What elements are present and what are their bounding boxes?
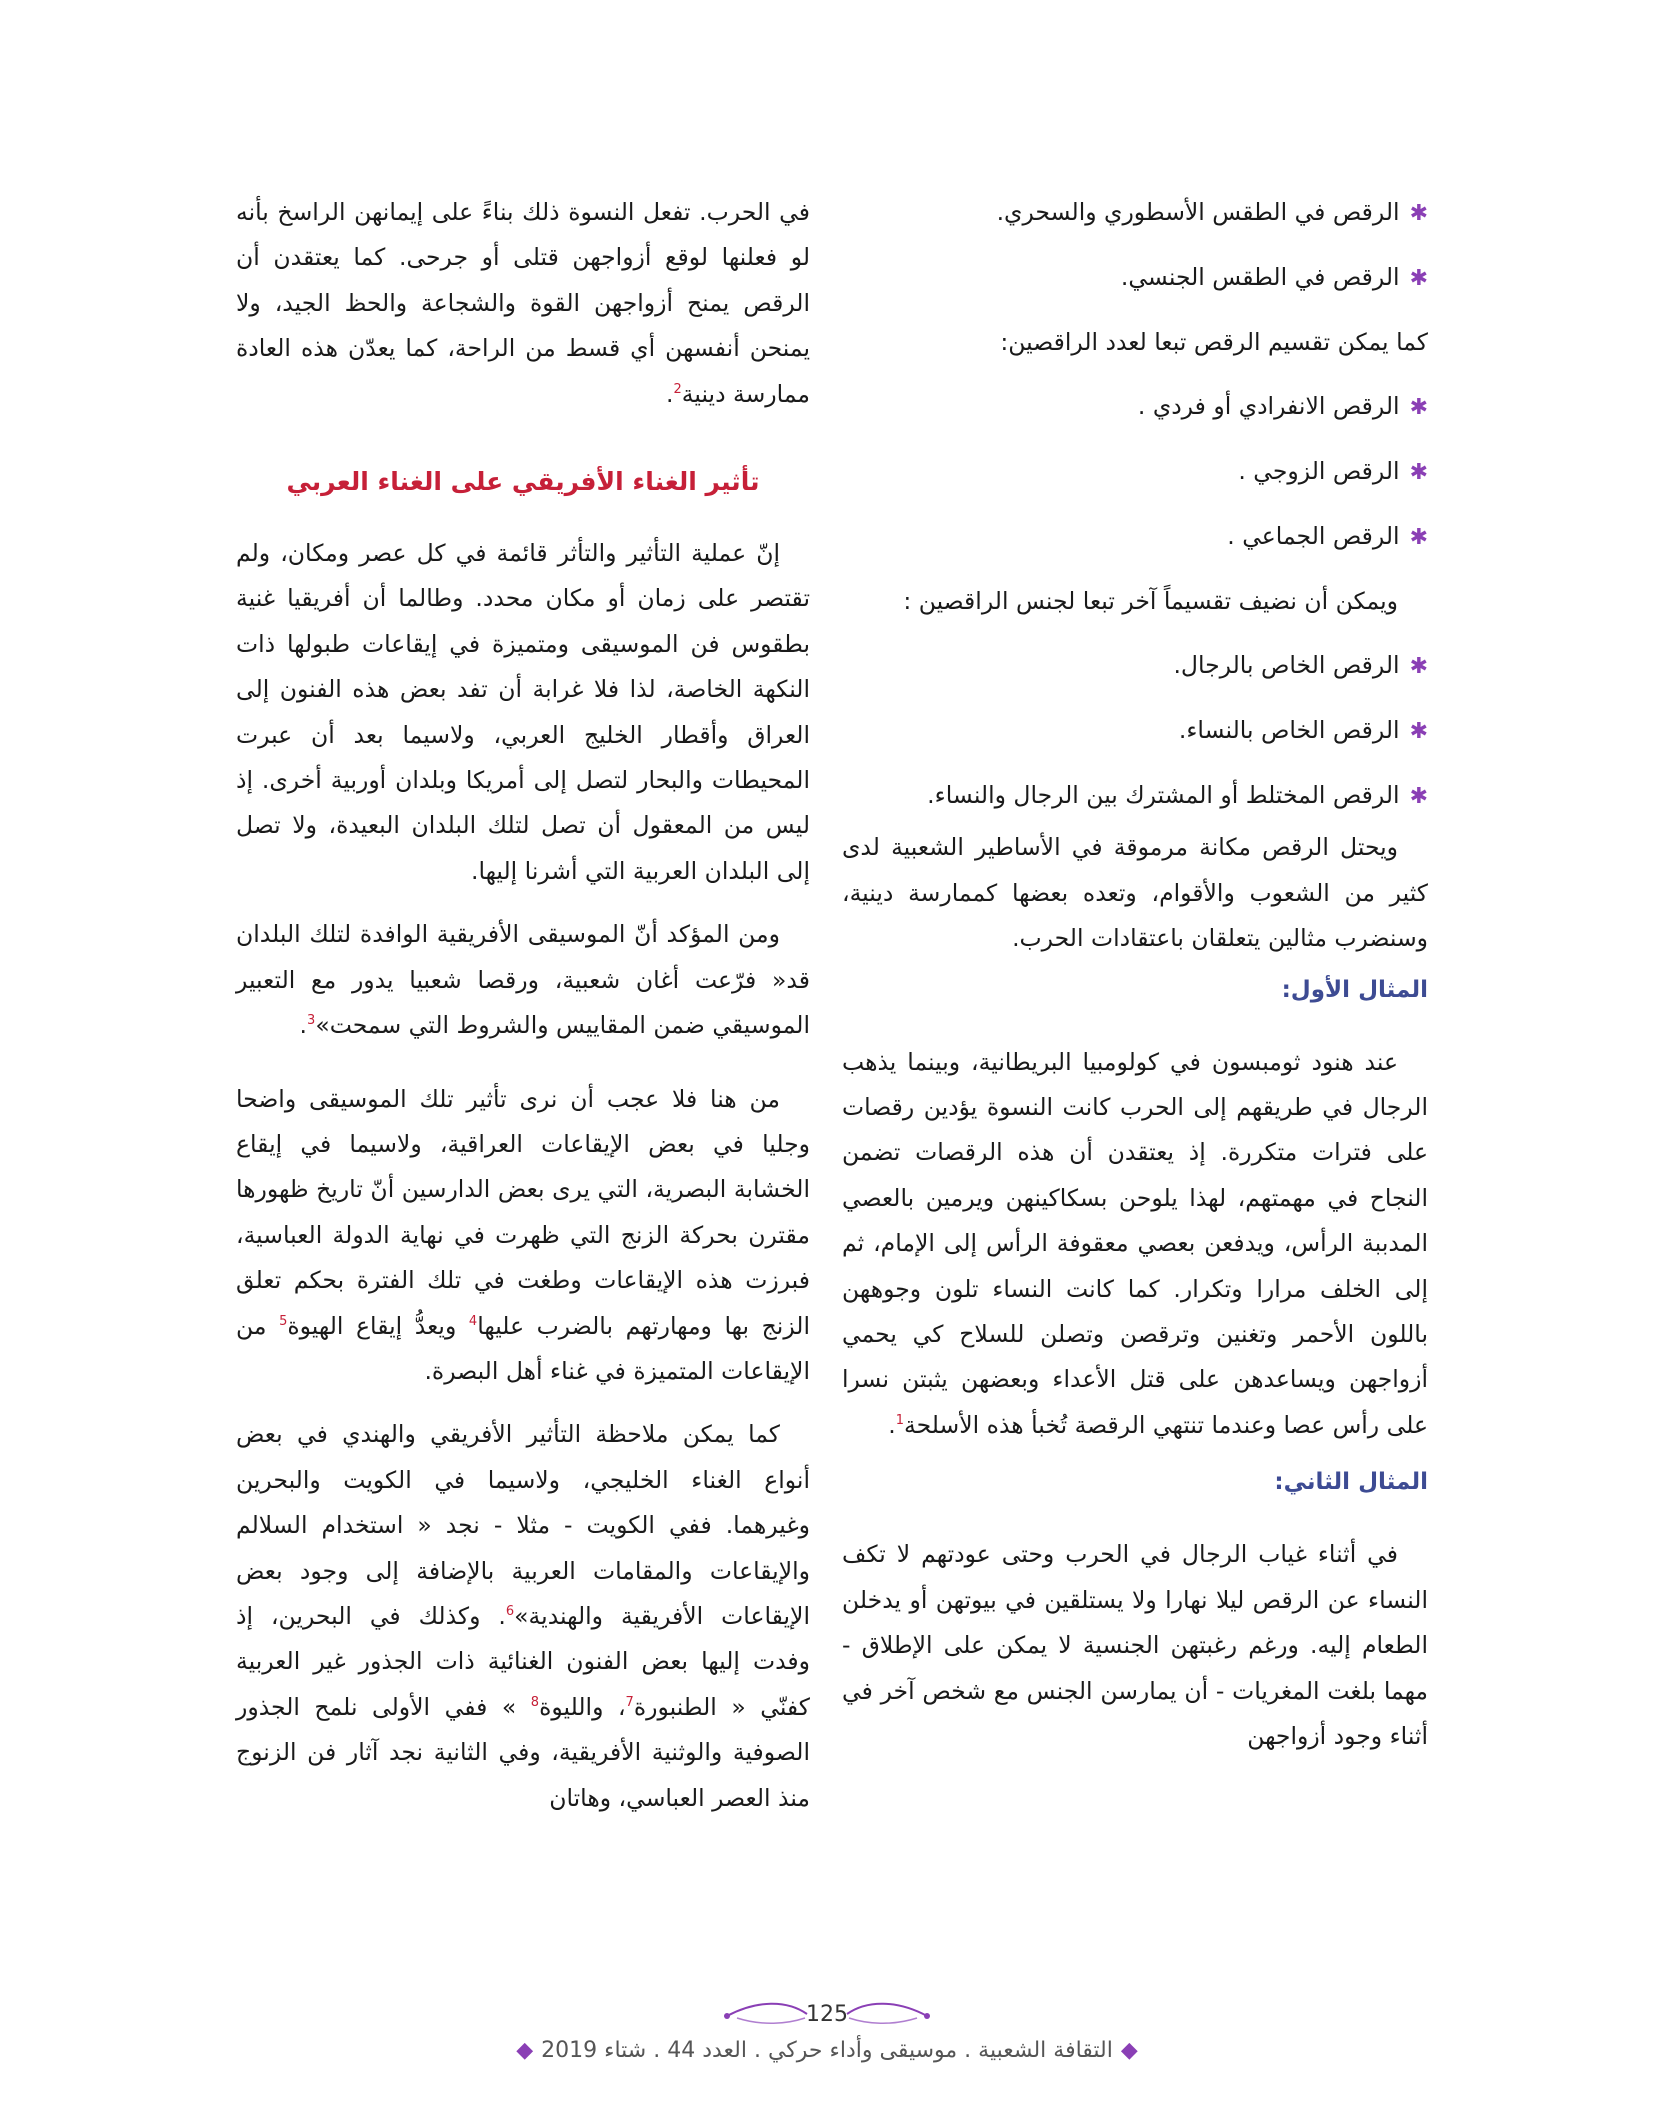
footnote-ref: 1 (895, 1413, 904, 1429)
paragraph-status: ويحتل الرقص مكانة مرموقة في الأساطير الشعبية لدى كثير من الشعوب والأقوام، وتعده بعضها كممارسة دينية، وسنضرب مثالين يتعلقان باعتقادات الحرب. (842, 833, 1428, 953)
journal-line: ◆التقافة الشعبية . موسيقى وأداء حركي . العدد 44 . شتاء 2019◆ (516, 2038, 1138, 2063)
bullet-list-rituals (842, 190, 1428, 301)
star-bullet-icon: ✱ (1409, 201, 1428, 226)
list-item: ✱الرقص الخاص بالرجال. (1173, 651, 1428, 680)
footnote-ref: 3 (307, 1013, 316, 1029)
example-2-title: المثال الثاني: (1274, 1469, 1428, 1496)
intro-gender: ويمكن أن نضيف تقسيماً آخر تبعا لجنس الراقصين : (903, 587, 1398, 615)
intro-count: كما يمكن تقسيم الرقص تبعا لعدد الراقصين: (1000, 328, 1428, 356)
list-item: ✱الرقص الزوجي . (1238, 457, 1428, 485)
list-item: ✱الرقص الانفرادي أو فردي . (1137, 392, 1428, 420)
paragraph-influence: إنّ عملية التأثير والتأثر قائمة في كل عصر ومكان، ولم تقتصر على زمان أو مكان محدد. وطالما أن أفريقيا غنية بطقوس فن الموسيقى ومتميزة في إيقاعات طبولها ذات النكهة الخاصة، لذا فلا غرابة أن تفد بعض هذه الفنون إلى العراق وأقطار الخليج العربي، ولاسيما بعد أن عبرت المحيطات والبحار لتصل إلى أمريكا وبلدان أوربية أخرى. إذ ليس من المعقول أن تصل لتلك البلدان البعيدة، ولا تصل إلى البلدان العربية التي أشرنا إليها. (236, 539, 810, 885)
footnote-ref: 6 (505, 1604, 515, 1620)
right-column (842, 190, 1428, 1759)
star-bullet-icon: ✱ (1409, 719, 1428, 745)
bullet-list-gender (842, 643, 1428, 819)
star-bullet-icon: ✱ (1409, 784, 1428, 810)
paragraph-also: كما يمكن ملاحظة التأثير الأفريقي والهندي في بعض أنواع الغناء الخليجي، ولاسيما في الكويت والبحرين وغيرهما. ففي الكويت - مثلا - نجد « استخدام السلالم والإيقاعات والمقامات العربية بالإضافة إلى وجود بعض الإيقاعات الأفريقية والهندية»$^6$. وكذلك في البحرين، إذ وفدت إليها بعض الفنون الغنائية ذات الجذور غير العربية كفنّي « الطنبورة$^7$، والليوة$^8$ » ففي الأولى نلمح الجذور الصوفية والوثنية الأفريقية، وفي الثانية نجد آثار فن الزنوج منذ العصر العباسي، وهاتان (236, 1420, 810, 1812)
example-2-text: في أثناء غياب الرجال في الحرب وحتى عودتهم لا تكف النساء عن الرقص ليلا نهارا ولا يستلقين في بيوتهن أو يدخلن الطعام إليه. ورغم رغبتهن الجنسية لا يمكن على الإطلاق - مهما بلغت المغريات - أن يمارسن الجنس مع شخص آخر في أثناء وجود أزواجهن (842, 1540, 1428, 1750)
page-footer (0, 1986, 1654, 2126)
list-item: ✱الرقص في الطقس الجنسي. (1120, 263, 1428, 291)
footnote-ref: 7 (625, 1694, 634, 1710)
list-item: ✱الرقص في الطقس الأسطوري والسحري. (996, 198, 1428, 226)
paragraph-certain: ومن المؤكد أنّ الموسيقى الأفريقية الوافدة لتلك البلدان قد« فرّعت أغان شعبية، ورقصا شعبيا يدور مع التعبير الموسيقي ضمن المقاييس والشروط التي سمحت»$^3$. (236, 920, 810, 1040)
page-number: 125 (806, 2002, 848, 2027)
example-1-title: المثال الأول: (1281, 976, 1428, 1003)
list-item: ✱الرقص المختلط أو المشترك بين الرجال والنساء. (927, 781, 1428, 810)
footnote-ref: 2 (673, 381, 682, 397)
diamond-icon: ◆ (516, 2038, 534, 2063)
list-item: ✱الرقص الجماعي . (1227, 522, 1428, 550)
star-bullet-icon: ✱ (1409, 654, 1428, 680)
left-column (236, 190, 810, 1821)
bullet-list-count (842, 384, 1428, 560)
star-bullet-icon: ✱ (1409, 460, 1428, 485)
star-bullet-icon: ✱ (1409, 395, 1428, 420)
paragraph-here: من هنا فلا عجب أن نرى تأثير تلك الموسيقى واضحا وجليا في بعض الإيقاعات العراقية، ولاسيما في إيقاع الخشابة البصرية، التي يرى بعض الدارسين أنّ تاريخ ظهورها مقترن بحركة الزنج التي ظهرت في نهاية الدولة العباسية، فبرزت هذه الإيقاعات وطغت في تلك الفترة بحكم تعلق الزنج بها ومهارتهم بالضرب عليها$^4$ ويعدُّ إيقاع الهيوة$^5$ من الإيقاعات المتميزة في غناء أهل البصرة. (236, 1084, 810, 1385)
footnote-ref: 5 (279, 1313, 288, 1329)
star-bullet-icon: ✱ (1409, 525, 1428, 550)
star-bullet-icon: ✱ (1409, 266, 1428, 291)
diamond-icon: ◆ (1120, 2038, 1138, 2063)
list-item: ✱الرقص الخاص بالنساء. (1178, 716, 1428, 745)
footnote-ref: 8 (530, 1694, 540, 1710)
footnote-ref: 4 (468, 1313, 478, 1329)
paragraph-top: في الحرب. تفعل النسوة ذلك بناءً على إيمانهن الراسخ بأنه لو فعلنها لوقع أزواجهن قتلى أو جرحى. كما يعتقدن أن الرقص يمنح أزواجهن القوة والشجاعة والحظ الجيد، ولا يمنحن أنفسهن أي قسط من الراحة، كما يعدّن هذه العادة ممارسة دينية$^2$. (236, 198, 810, 408)
section-title: تأثير الغناء الأفريقي على الغناء العربي (286, 467, 760, 497)
example-1-text: عند هنود ثومبسون في كولومبيا البريطانية، وبينما يذهب الرجال في طريقهم إلى الحرب كانت النسوة يؤدين رقصات على فترات متكررة. إذ يعتقدن أن هذه الرقصات تضمن النجاح في مهمتهم، لهذا يلوحن بسكاكينهن ويرمين بالعصي المدببة الرأس، ويدفعن بعصي معقوفة الرأس إلى الإمام، ثم إلى الخلف مرارا وتكرار. كما كانت النساء تلون وجوههن باللون الأحمر وتغنين وترقصن وتصلن للسلاح كي يحمي أزواجهن ويساعدهن على قتل الأعداء وبعضهن يثبتن نسرا على رأس عصا وعندما تنتهي الرقصة تُخبأ هذه الأسلحة$^1$. (842, 1047, 1428, 1439)
